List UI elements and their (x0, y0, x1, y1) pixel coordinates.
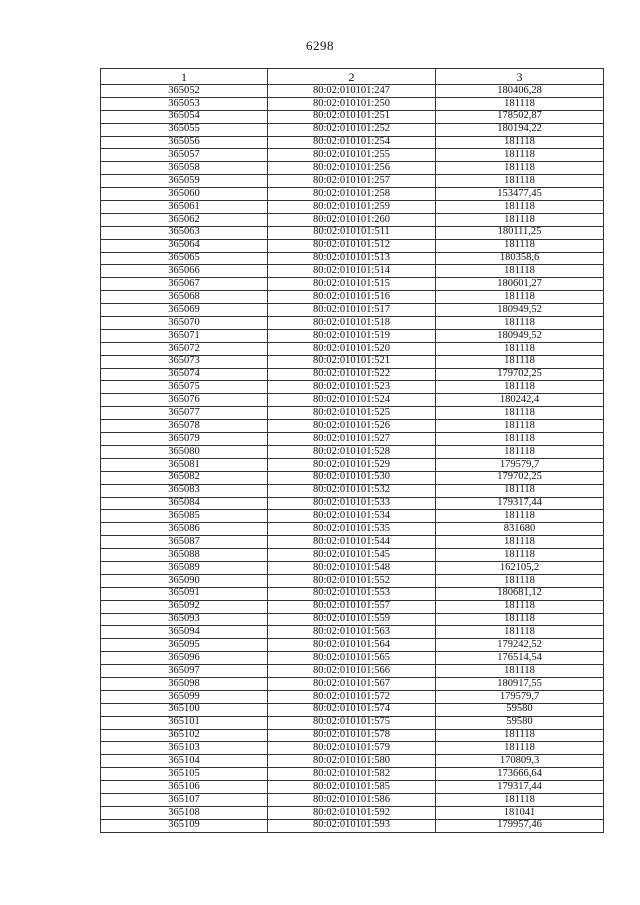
table-row (101, 278, 604, 291)
cadastral-number-cell: 80:02:010101:582 (268, 768, 436, 781)
cadastral-number-cell: 80:02:010101:586 (268, 793, 436, 806)
table-row (101, 742, 604, 755)
table-row (101, 458, 604, 471)
cadastral-number-cell: 80:02:010101:585 (268, 781, 436, 794)
cadastral-number-cell: 80:02:010101:574 (268, 703, 436, 716)
cadastral-number-cell: 80:02:010101:257 (268, 175, 436, 188)
value-cell: 180949,52 (436, 304, 604, 317)
row-number-cell: 365099 (101, 690, 268, 703)
value-cell: 173666,64 (436, 768, 604, 781)
cadastral-number-cell: 80:02:010101:516 (268, 291, 436, 304)
value-cell: 181118 (436, 149, 604, 162)
cadastral-number-cell: 80:02:010101:523 (268, 381, 436, 394)
table-row (101, 613, 604, 626)
cadastral-number-cell: 80:02:010101:517 (268, 304, 436, 317)
cadastral-number-cell: 80:02:010101:567 (268, 677, 436, 690)
cadastral-value-table (100, 68, 604, 833)
row-number-cell: 365061 (101, 201, 268, 214)
row-number-cell: 365088 (101, 549, 268, 562)
value-cell: 181118 (436, 317, 604, 330)
table-row (101, 587, 604, 600)
table-row (101, 523, 604, 536)
table-row (101, 304, 604, 317)
value-cell: 181118 (436, 626, 604, 639)
row-number-cell: 365074 (101, 368, 268, 381)
value-cell: 179242,52 (436, 639, 604, 652)
table-row (101, 806, 604, 819)
cadastral-number-cell: 80:02:010101:521 (268, 355, 436, 368)
table-row (101, 433, 604, 446)
cadastral-number-cell: 80:02:010101:535 (268, 523, 436, 536)
row-number-cell: 365055 (101, 123, 268, 136)
value-cell: 181118 (436, 510, 604, 523)
cadastral-number-cell: 80:02:010101:557 (268, 600, 436, 613)
row-number-cell: 365058 (101, 162, 268, 175)
value-cell: 181118 (436, 600, 604, 613)
cadastral-number-cell: 80:02:010101:532 (268, 484, 436, 497)
value-cell: 180949,52 (436, 329, 604, 342)
cadastral-number-cell: 80:02:010101:258 (268, 188, 436, 201)
cadastral-number-cell: 80:02:010101:545 (268, 549, 436, 562)
row-number-cell: 365104 (101, 755, 268, 768)
cadastral-number-cell: 80:02:010101:250 (268, 97, 436, 110)
cadastral-number-cell: 80:02:010101:559 (268, 613, 436, 626)
value-cell: 180681,12 (436, 587, 604, 600)
table-row (101, 729, 604, 742)
value-cell: 180111,25 (436, 226, 604, 239)
table-row (101, 703, 604, 716)
row-number-cell: 365066 (101, 265, 268, 278)
cadastral-number-cell: 80:02:010101:252 (268, 123, 436, 136)
value-cell: 179317,44 (436, 781, 604, 794)
table-row (101, 652, 604, 665)
table-row (101, 213, 604, 226)
cadastral-number-cell: 80:02:010101:575 (268, 716, 436, 729)
value-cell: 179579,7 (436, 690, 604, 703)
cadastral-number-cell: 80:02:010101:563 (268, 626, 436, 639)
row-number-cell: 365081 (101, 458, 268, 471)
value-cell: 153477,45 (436, 188, 604, 201)
cadastral-number-cell: 80:02:010101:529 (268, 458, 436, 471)
table-row (101, 626, 604, 639)
cadastral-number-cell: 80:02:010101:526 (268, 420, 436, 433)
cadastral-number-cell: 80:02:010101:259 (268, 201, 436, 214)
value-cell: 180601,27 (436, 278, 604, 291)
cadastral-number-cell: 80:02:010101:566 (268, 665, 436, 678)
value-cell: 181118 (436, 574, 604, 587)
table-row (101, 381, 604, 394)
value-cell: 180358,6 (436, 252, 604, 265)
table-row (101, 175, 604, 188)
value-cell: 178502,87 (436, 110, 604, 123)
table-body (101, 85, 604, 833)
row-number-cell: 365069 (101, 304, 268, 317)
value-cell: 180194,22 (436, 123, 604, 136)
row-number-cell: 365091 (101, 587, 268, 600)
value-cell: 181118 (436, 342, 604, 355)
table-row (101, 355, 604, 368)
row-number-cell: 365086 (101, 523, 268, 536)
row-number-cell: 365060 (101, 188, 268, 201)
cadastral-number-cell: 80:02:010101:254 (268, 136, 436, 149)
value-cell: 181118 (436, 381, 604, 394)
value-cell: 181118 (436, 175, 604, 188)
table-row (101, 768, 604, 781)
table-row (101, 110, 604, 123)
row-number-cell: 365094 (101, 626, 268, 639)
cadastral-number-cell: 80:02:010101:533 (268, 497, 436, 510)
cadastral-number-cell: 80:02:010101:553 (268, 587, 436, 600)
value-cell: 181118 (436, 445, 604, 458)
table-header-row (101, 69, 604, 85)
table-row (101, 252, 604, 265)
page-number: 6298 (306, 38, 334, 53)
cadastral-number-cell: 80:02:010101:579 (268, 742, 436, 755)
row-number-cell: 365103 (101, 742, 268, 755)
row-number-cell: 365052 (101, 85, 268, 98)
cadastral-number-cell: 80:02:010101:519 (268, 329, 436, 342)
cadastral-number-cell: 80:02:010101:527 (268, 433, 436, 446)
row-number-cell: 365054 (101, 110, 268, 123)
row-number-cell: 365080 (101, 445, 268, 458)
table-row (101, 188, 604, 201)
row-number-cell: 365063 (101, 226, 268, 239)
cadastral-number-cell: 80:02:010101:512 (268, 239, 436, 252)
row-number-cell: 365096 (101, 652, 268, 665)
value-cell: 179702,25 (436, 471, 604, 484)
row-number-cell: 365102 (101, 729, 268, 742)
column-header: 1 (101, 69, 268, 85)
value-cell: 181118 (436, 665, 604, 678)
cadastral-number-cell: 80:02:010101:515 (268, 278, 436, 291)
cadastral-number-cell: 80:02:010101:522 (268, 368, 436, 381)
value-cell: 176514,54 (436, 652, 604, 665)
row-number-cell: 365064 (101, 239, 268, 252)
row-number-cell: 365105 (101, 768, 268, 781)
row-number-cell: 365109 (101, 819, 268, 832)
value-cell: 181118 (436, 742, 604, 755)
row-number-cell: 365106 (101, 781, 268, 794)
value-cell: 179957,46 (436, 819, 604, 832)
table-row (101, 342, 604, 355)
value-cell: 181118 (436, 536, 604, 549)
cadastral-number-cell: 80:02:010101:520 (268, 342, 436, 355)
table-row (101, 317, 604, 330)
table-row (101, 368, 604, 381)
row-number-cell: 365077 (101, 407, 268, 420)
row-number-cell: 365089 (101, 561, 268, 574)
value-cell: 179317,44 (436, 497, 604, 510)
table-row (101, 394, 604, 407)
value-cell: 180242,4 (436, 394, 604, 407)
cadastral-number-cell: 80:02:010101:524 (268, 394, 436, 407)
table-row (101, 549, 604, 562)
table-row (101, 445, 604, 458)
cadastral-number-cell: 80:02:010101:544 (268, 536, 436, 549)
row-number-cell: 365062 (101, 213, 268, 226)
value-cell: 181118 (436, 433, 604, 446)
cadastral-number-cell: 80:02:010101:564 (268, 639, 436, 652)
table-row (101, 510, 604, 523)
value-cell: 59580 (436, 703, 604, 716)
table-row (101, 574, 604, 587)
value-cell: 181118 (436, 484, 604, 497)
row-number-cell: 365108 (101, 806, 268, 819)
value-cell: 180917,55 (436, 677, 604, 690)
cadastral-number-cell: 80:02:010101:565 (268, 652, 436, 665)
table-row (101, 85, 604, 98)
table-row (101, 497, 604, 510)
value-cell: 181118 (436, 291, 604, 304)
row-number-cell: 365090 (101, 574, 268, 587)
table-row (101, 536, 604, 549)
table-row (101, 420, 604, 433)
row-number-cell: 365073 (101, 355, 268, 368)
table-row (101, 600, 604, 613)
cadastral-number-cell: 80:02:010101:534 (268, 510, 436, 523)
row-number-cell: 365092 (101, 600, 268, 613)
table-row (101, 639, 604, 652)
table-row (101, 484, 604, 497)
value-cell: 181118 (436, 136, 604, 149)
cadastral-number-cell: 80:02:010101:572 (268, 690, 436, 703)
cadastral-number-cell: 80:02:010101:251 (268, 110, 436, 123)
table-header (101, 69, 604, 85)
cadastral-number-cell: 80:02:010101:511 (268, 226, 436, 239)
row-number-cell: 365079 (101, 433, 268, 446)
table-row (101, 561, 604, 574)
cadastral-number-cell: 80:02:010101:580 (268, 755, 436, 768)
value-cell: 181118 (436, 549, 604, 562)
row-number-cell: 365107 (101, 793, 268, 806)
table-row (101, 149, 604, 162)
value-cell: 181118 (436, 355, 604, 368)
row-number-cell: 365072 (101, 342, 268, 355)
cadastral-number-cell: 80:02:010101:528 (268, 445, 436, 458)
row-number-cell: 365100 (101, 703, 268, 716)
cadastral-number-cell: 80:02:010101:518 (268, 317, 436, 330)
value-cell: 170809,3 (436, 755, 604, 768)
row-number-cell: 365098 (101, 677, 268, 690)
table-row (101, 819, 604, 832)
cadastral-number-cell: 80:02:010101:514 (268, 265, 436, 278)
cadastral-number-cell: 80:02:010101:513 (268, 252, 436, 265)
row-number-cell: 365085 (101, 510, 268, 523)
column-header: 3 (436, 69, 604, 85)
row-number-cell: 365082 (101, 471, 268, 484)
row-number-cell: 365057 (101, 149, 268, 162)
table-row (101, 716, 604, 729)
row-number-cell: 365053 (101, 97, 268, 110)
value-cell: 179579,7 (436, 458, 604, 471)
value-cell: 181118 (436, 420, 604, 433)
table-row (101, 162, 604, 175)
row-number-cell: 365076 (101, 394, 268, 407)
cadastral-number-cell: 80:02:010101:592 (268, 806, 436, 819)
value-cell: 181041 (436, 806, 604, 819)
row-number-cell: 365078 (101, 420, 268, 433)
row-number-cell: 365070 (101, 317, 268, 330)
table-row (101, 329, 604, 342)
table-row (101, 136, 604, 149)
row-number-cell: 365059 (101, 175, 268, 188)
row-number-cell: 365093 (101, 613, 268, 626)
cadastral-number-cell: 80:02:010101:552 (268, 574, 436, 587)
table-row (101, 291, 604, 304)
cadastral-number-cell: 80:02:010101:548 (268, 561, 436, 574)
cadastral-number-cell: 80:02:010101:255 (268, 149, 436, 162)
cadastral-number-cell: 80:02:010101:593 (268, 819, 436, 832)
table-row (101, 677, 604, 690)
row-number-cell: 365075 (101, 381, 268, 394)
value-cell: 831680 (436, 523, 604, 536)
value-cell: 181118 (436, 613, 604, 626)
value-cell: 181118 (436, 213, 604, 226)
row-number-cell: 365083 (101, 484, 268, 497)
cadastral-number-cell: 80:02:010101:260 (268, 213, 436, 226)
row-number-cell: 365084 (101, 497, 268, 510)
table-row (101, 201, 604, 214)
cadastral-number-cell: 80:02:010101:247 (268, 85, 436, 98)
table-row (101, 97, 604, 110)
table-row (101, 755, 604, 768)
table-row (101, 265, 604, 278)
cadastral-number-cell: 80:02:010101:530 (268, 471, 436, 484)
table-row (101, 781, 604, 794)
row-number-cell: 365067 (101, 278, 268, 291)
table-row (101, 793, 604, 806)
table-row (101, 226, 604, 239)
table-row (101, 239, 604, 252)
table-row (101, 665, 604, 678)
column-header: 2 (268, 69, 436, 85)
row-number-cell: 365065 (101, 252, 268, 265)
value-cell: 181118 (436, 162, 604, 175)
table-row (101, 471, 604, 484)
row-number-cell: 365087 (101, 536, 268, 549)
value-cell: 59580 (436, 716, 604, 729)
value-cell: 181118 (436, 265, 604, 278)
row-number-cell: 365071 (101, 329, 268, 342)
table-row (101, 690, 604, 703)
row-number-cell: 365068 (101, 291, 268, 304)
value-cell: 181118 (436, 97, 604, 110)
value-cell: 181118 (436, 239, 604, 252)
row-number-cell: 365101 (101, 716, 268, 729)
value-cell: 180406,28 (436, 85, 604, 98)
row-number-cell: 365097 (101, 665, 268, 678)
value-cell: 162105,2 (436, 561, 604, 574)
table-row (101, 123, 604, 136)
row-number-cell: 365095 (101, 639, 268, 652)
cadastral-number-cell: 80:02:010101:578 (268, 729, 436, 742)
row-number-cell: 365056 (101, 136, 268, 149)
value-cell: 181118 (436, 793, 604, 806)
cadastral-number-cell: 80:02:010101:525 (268, 407, 436, 420)
cadastral-number-cell: 80:02:010101:256 (268, 162, 436, 175)
value-cell: 181118 (436, 407, 604, 420)
table-row (101, 407, 604, 420)
value-cell: 181118 (436, 201, 604, 214)
value-cell: 181118 (436, 729, 604, 742)
value-cell: 179702,25 (436, 368, 604, 381)
